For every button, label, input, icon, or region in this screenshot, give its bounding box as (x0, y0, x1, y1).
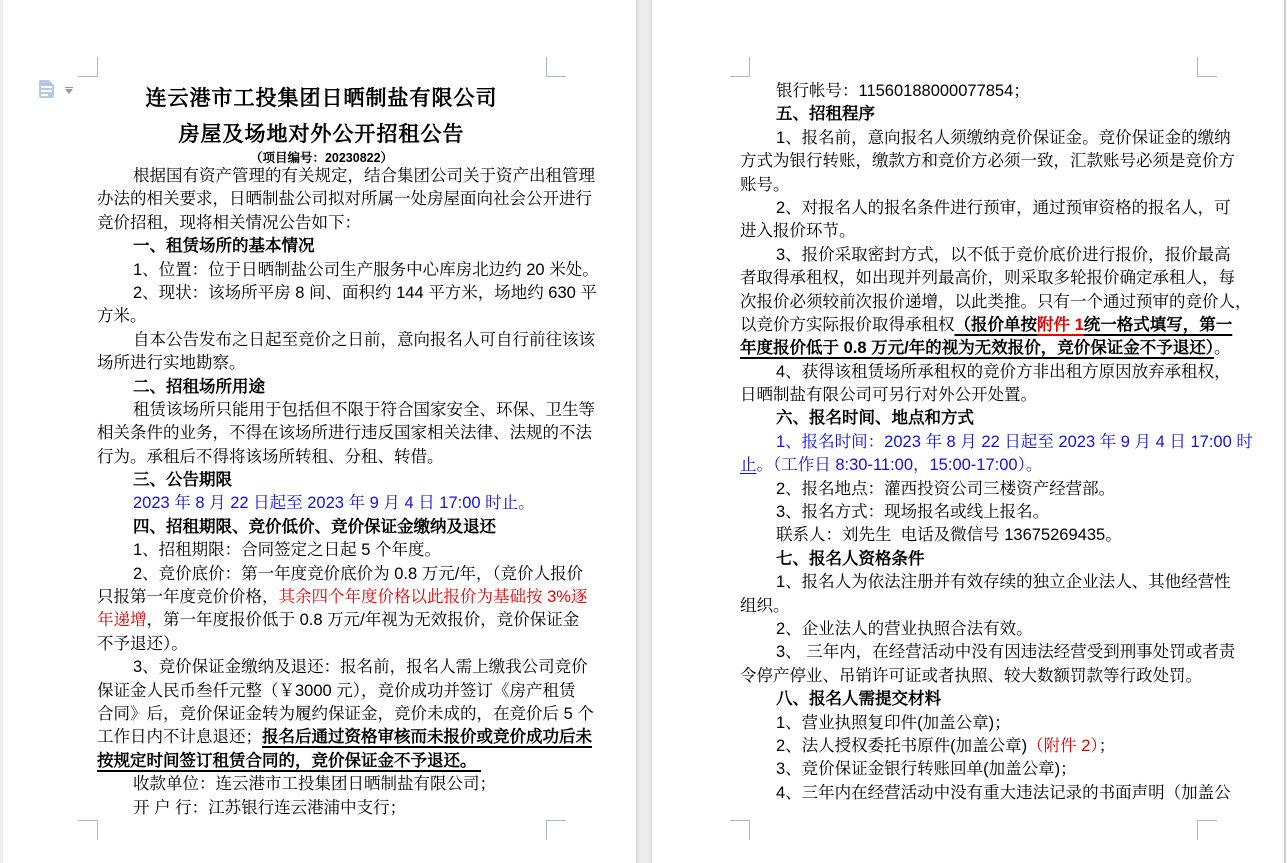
text-line: 1、报名人为依法注册并有效存续的独立企业法人、其他经营性 (776, 573, 1231, 592)
text-line: 2023 年 8 月 22 日起至 2023 年 9 月 4 日 17:00 时止。 (133, 494, 535, 513)
text-line: 3、竞价保证金银行转账回单(加盖公章)； (776, 760, 1077, 779)
text-line: 银行帐号：11560188000077854； (776, 82, 1030, 100)
text-line: 三、公告期限 (133, 471, 232, 490)
crop-mark (78, 57, 98, 77)
page-fold-decoration (49, 80, 54, 85)
text-line: 相关条件的业务，不得在该场所进行违反国家相关法律、法规的不法 (97, 424, 592, 443)
document-page-2 (740, 0, 1253, 863)
text-line: 合同》后，竞价保证金转为履约保证金，竞价未成的，在竞价后 5 个 (97, 704, 594, 723)
caret-bar-decoration (65, 87, 73, 88)
text-line: 组织。 (740, 596, 790, 615)
text-line: 工作日内不计息退还；报名后通过资格审核而未报价或竞价成功后未 (97, 728, 592, 747)
text-line: 六、报名时间、地点和方式 (776, 409, 974, 428)
text-line: 3、报名方式：现场报名或线上报名。 (776, 503, 1050, 522)
text-line: 场所进行实地勘察。 (97, 354, 246, 373)
text-line: 只报第一年度竞价价格，其余四个年度价格以此报价为基础按 3%逐 (97, 588, 588, 607)
text-line: 年递增，第一年度报价低于 0.8 万元/年视为无效报价，竞价保证金 (97, 611, 580, 630)
text-line: 五、招租程序 (776, 105, 875, 124)
text-line: 4、获得该租赁场所承租权的竞价方非出租方原因放弃承租权， (776, 362, 1231, 381)
text-line: 一、租赁场所的基本情况 (133, 237, 315, 256)
text-line: 2、企业法人的营业执照合法有效。 (776, 619, 1033, 638)
text-line: 令停产停业、吊销许可证或者执照、较大数额罚款等行政处罚。 (740, 666, 1202, 685)
text-line: 保证金人民币叁仟元整（￥3000 元），竞价成功并签订《房产租赁 (97, 681, 576, 700)
text-line: 次报价必须较前次报价递增，以此类推。只有一个通过预审的竞价人， (740, 292, 1252, 311)
text-line: 根据国有资产管理的有关规定，结合集团公司关于资产出租管理 (133, 167, 595, 185)
text-line: 按规定时间签订租赁合同的，竞价保证金不予退还。 (97, 751, 482, 770)
text-line: 年度报价低于 0.8 万元/年的视为无效报价，竞价保证金不予退还）。 (740, 339, 1231, 358)
text-line: 账号。 (740, 175, 790, 194)
text-line: 以竞价方实际报价取得承租权（报价单按附件 1统一格式填写，第一 (740, 315, 1233, 334)
text-line: 3、 三年内，在经营活动中没有因违法经营受到刑事处罚或者责 (776, 643, 1236, 662)
text-line: 者取得承租权，如出现并列最高价，则采取多轮报价确定承租人，每 (740, 269, 1235, 288)
document-page-1 (97, 0, 599, 863)
window-right-edge (1284, 0, 1286, 863)
text-line: 开 户 行：江苏银行连云港浦中支行； (133, 798, 407, 817)
text-line: 1、招租期限：合同签定之日起 5 个年度。 (133, 541, 442, 560)
window-left-edge (0, 0, 3, 863)
crop-mark (78, 820, 98, 840)
page-1-body (97, 165, 599, 820)
text-line: 方米。 (97, 307, 147, 326)
text-line: 1、位置：位于日晒制盐公司生产服务中心库房北边约 20 米处。 (133, 260, 599, 279)
caret-down-icon (65, 89, 73, 94)
crop-mark (1197, 57, 1217, 77)
crop-mark (546, 820, 566, 840)
document-title-line-1: 连云港市工投集团日晒制盐有限公司 (145, 87, 498, 110)
text-line: 方式为银行转账，缴款方和竞价方必须一致，汇款账号必须是竞价方 (740, 152, 1235, 171)
text-line: 2、报名地点：灌西投资公司三楼资产经营部。 (776, 479, 1116, 498)
text-line: 1、报名时间：2023 年 8 月 22 日起至 2023 年 9 月 4 日 17:00 时 (776, 432, 1253, 451)
text-line: 行为。承租后不得将该场所转租、分租、转借。 (97, 447, 444, 466)
text-line: 4、三年内在经营活动中没有重大违法记录的书面声明（加盖公 (776, 783, 1231, 802)
project-number: （项目编号：20230822） (249, 151, 394, 165)
text-line: 租赁该场所只能用于包括但不限于符合国家安全、环保、卫生等 (133, 400, 595, 419)
text-line: 进入报价环节。 (740, 222, 856, 241)
text-line: 办法的相关要求，日晒制盐公司拟对所属一处房屋面向社会公开进行 (97, 190, 592, 209)
page-options-button[interactable] (39, 80, 79, 102)
text-line: 1、报名前，意向报名人须缴纳竞价保证金。竞价保证金的缴纳 (776, 128, 1231, 147)
text-line: 2、现状：该场所平房 8 间、面积约 144 平方米，场地约 630 平 (133, 283, 597, 302)
text-line: 自本公告发布之日起至竞价之日前，意向报名人可自行前往该该 (133, 330, 595, 349)
text-line: 八、报名人需提交材料 (776, 690, 941, 709)
text-line: 日晒制盐有限公司可另行对外公开处置。 (740, 386, 1037, 405)
page-gap (636, 0, 652, 863)
text-line: 四、招租期限、竞价低价、竞价保证金缴纳及退还 (133, 517, 496, 536)
text-line: 2、法人授权委托书原件(加盖公章)（附件 2）； (776, 736, 1116, 755)
text-line: 二、招租场所用途 (133, 377, 265, 396)
text-line: 不予退还）。 (97, 634, 188, 653)
crop-mark (1197, 820, 1217, 840)
crop-mark (546, 57, 566, 77)
text-line: 七、报名人资格条件 (776, 549, 925, 568)
text-line: 3、报价采取密封方式，以不低于竞价底价进行报价，报价最高 (776, 245, 1231, 264)
text-line: 收款单位：连云港市工投集团日晒制盐有限公司； (133, 775, 496, 794)
text-line: 2、对报名人的报名条件进行预审，通过预审资格的报名人，可 (776, 198, 1231, 217)
text-line: 竞价招租，现将相关情况公告如下： (97, 213, 361, 232)
text-line: 联系人：刘先生 电话及微信号 13675269435。 (776, 526, 1122, 545)
text-line: 2、竞价底价：第一年度竞价底价为 0.8 万元/年，（竞价人报价 (133, 564, 584, 583)
text-line: 止。（工作日 8:30-11:00，15:00-17:00）。 (740, 456, 1043, 475)
page-2-body (740, 80, 1253, 805)
document-title-line-2: 房屋及场地对外公开招租公告 (178, 123, 465, 146)
text-line: 1、营业执照复印件(加盖公章)； (776, 713, 1011, 732)
text-line: 3、竞价保证金缴纳及退还：报名前，报名人需上缴我公司竞价 (133, 658, 588, 677)
